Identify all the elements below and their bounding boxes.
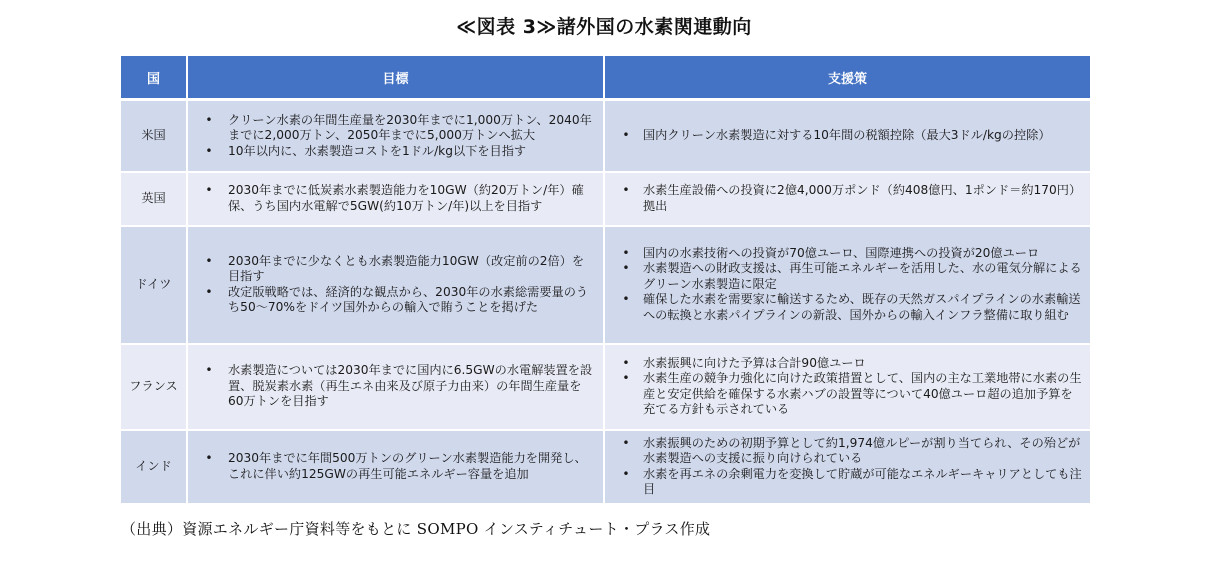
goal-item: • 10年以内に、水素製造コストを1ドル/kg以下を目指す <box>205 143 527 158</box>
bullet-icon: • <box>622 292 630 307</box>
bullet-icon: • <box>622 128 630 142</box>
bullet-icon: • <box>622 245 630 260</box>
table-row-france <box>121 344 1090 430</box>
goal-item: • 水素製造については2030年までに国内に6.5GWの水電解装置を設置、脱炭素水素（再生エネ由来及び原子力由来）の年間生産量を60万トンを目指す <box>205 363 593 409</box>
goal-cell <box>187 172 604 226</box>
bullet-icon: • <box>622 261 630 276</box>
table-row-germany <box>121 226 1090 344</box>
table-row-uk <box>121 172 1090 226</box>
goal-item: • 2030年までに低炭素水素製造能力を10GW（約20万トン/年）確保、うち国内水電解で5GW(約10万トン/年)以上を目指す <box>205 183 584 213</box>
bullet-icon: • <box>622 355 630 370</box>
goal-cell <box>187 226 604 344</box>
support-item: • 水素を再エネの余剰電力を変換して貯蔵が可能なエネルギーキャリアとしても注目 <box>622 466 1082 496</box>
figure-title: ≪図表 3≫諸外国の水素関連動向 <box>456 16 752 38</box>
header-support: 支援策 <box>604 56 1090 100</box>
support-cell <box>604 172 1090 226</box>
country-cell: フランス <box>121 344 187 430</box>
goal-cell <box>187 430 604 504</box>
support-item: • 水素振興に向けた予算は合計90億ユーロ <box>622 355 866 370</box>
goal-item: • クリーン水素の年間生産量を2030年までに1,000万トン、2040年までに2,000万トン、2050年までに5,000万トンへ拡大 <box>205 112 592 142</box>
country-cell: 米国 <box>121 100 187 172</box>
source-note: （出典）資源エネルギー庁資料等をもとに SOMPO インスティチュート・プラス作成 <box>121 520 711 538</box>
country-cell: インド <box>121 430 187 504</box>
bullet-icon: • <box>622 466 630 481</box>
support-item: • 水素生産の競争力強化に向けた政策措置として、国内の主な工業地帯に水素の生産と安定供給を確保する水素ハブの設置等について40億ユーロ超の追加予算を充てる方針も示されている <box>622 371 1082 416</box>
support-cell <box>604 226 1090 344</box>
table-row-india <box>121 430 1090 504</box>
support-cell <box>604 344 1090 430</box>
support-item: • 国内の水素技術への投資が70億ユーロ、国際連携への投資が20億ユーロ <box>622 245 1040 260</box>
table-header-row <box>121 56 1090 100</box>
support-item: • 水素生産設備への投資に2億4,000万ポンド（約408億円、1ポンド＝約170円）拠出 <box>622 183 1082 213</box>
bullet-icon: • <box>622 435 630 450</box>
goal-cell <box>187 344 604 430</box>
support-cell <box>604 430 1090 504</box>
goal-item: • 2030年までに年間500万トンのグリーン水素製造能力を開発し、これに伴い約125GWの再生可能エネルギー容量を追加 <box>205 451 587 481</box>
bullet-icon: • <box>205 183 213 197</box>
header-goal: 目標 <box>187 56 604 100</box>
bullet-icon: • <box>205 363 213 378</box>
bullet-icon: • <box>205 284 213 299</box>
support-item: • 水素製造への財政支援は、再生可能エネルギーを活用した、水の電気分解によるグリーン水素製造に限定 <box>622 261 1082 291</box>
support-item: • 確保した水素を需要家に輸送するため、既存の天然ガスパイプラインの水素輸送への転換と水素パイプラインの新設、国外からの輸入インフラ整備に取り組む <box>622 292 1081 322</box>
bullet-icon: • <box>205 451 213 465</box>
goal-item: • 改定版戦略では、経済的な観点から、2030年の水素総需要量のうち50～70%をドイツ国外からの輸入で賄うことを掲げた <box>205 284 589 314</box>
bullet-icon: • <box>205 253 213 268</box>
bullet-icon: • <box>205 143 213 158</box>
table-row-usa <box>121 100 1090 172</box>
goal-item: • 2030年までに少なくとも水素製造能力10GW（改定前の2倍）を目指す <box>205 253 585 283</box>
bullet-icon: • <box>622 371 630 385</box>
support-item: • 水素振興のための初期予算として約1,974億ルピーが割り当てられ、その殆どが水素製造への支援に振り向けられている <box>622 435 1081 465</box>
bullet-icon: • <box>622 183 630 197</box>
bullet-icon: • <box>205 112 213 127</box>
country-cell: ドイツ <box>121 226 187 344</box>
header-country: 国 <box>121 56 187 100</box>
goal-cell <box>187 100 604 172</box>
hydrogen-policy-table <box>121 56 1090 505</box>
support-item: • 国内クリーン水素製造に対する10年間の税額控除（最大3ドル/kgの控除） <box>622 128 1051 142</box>
support-cell <box>604 100 1090 172</box>
country-cell: 英国 <box>121 172 187 226</box>
